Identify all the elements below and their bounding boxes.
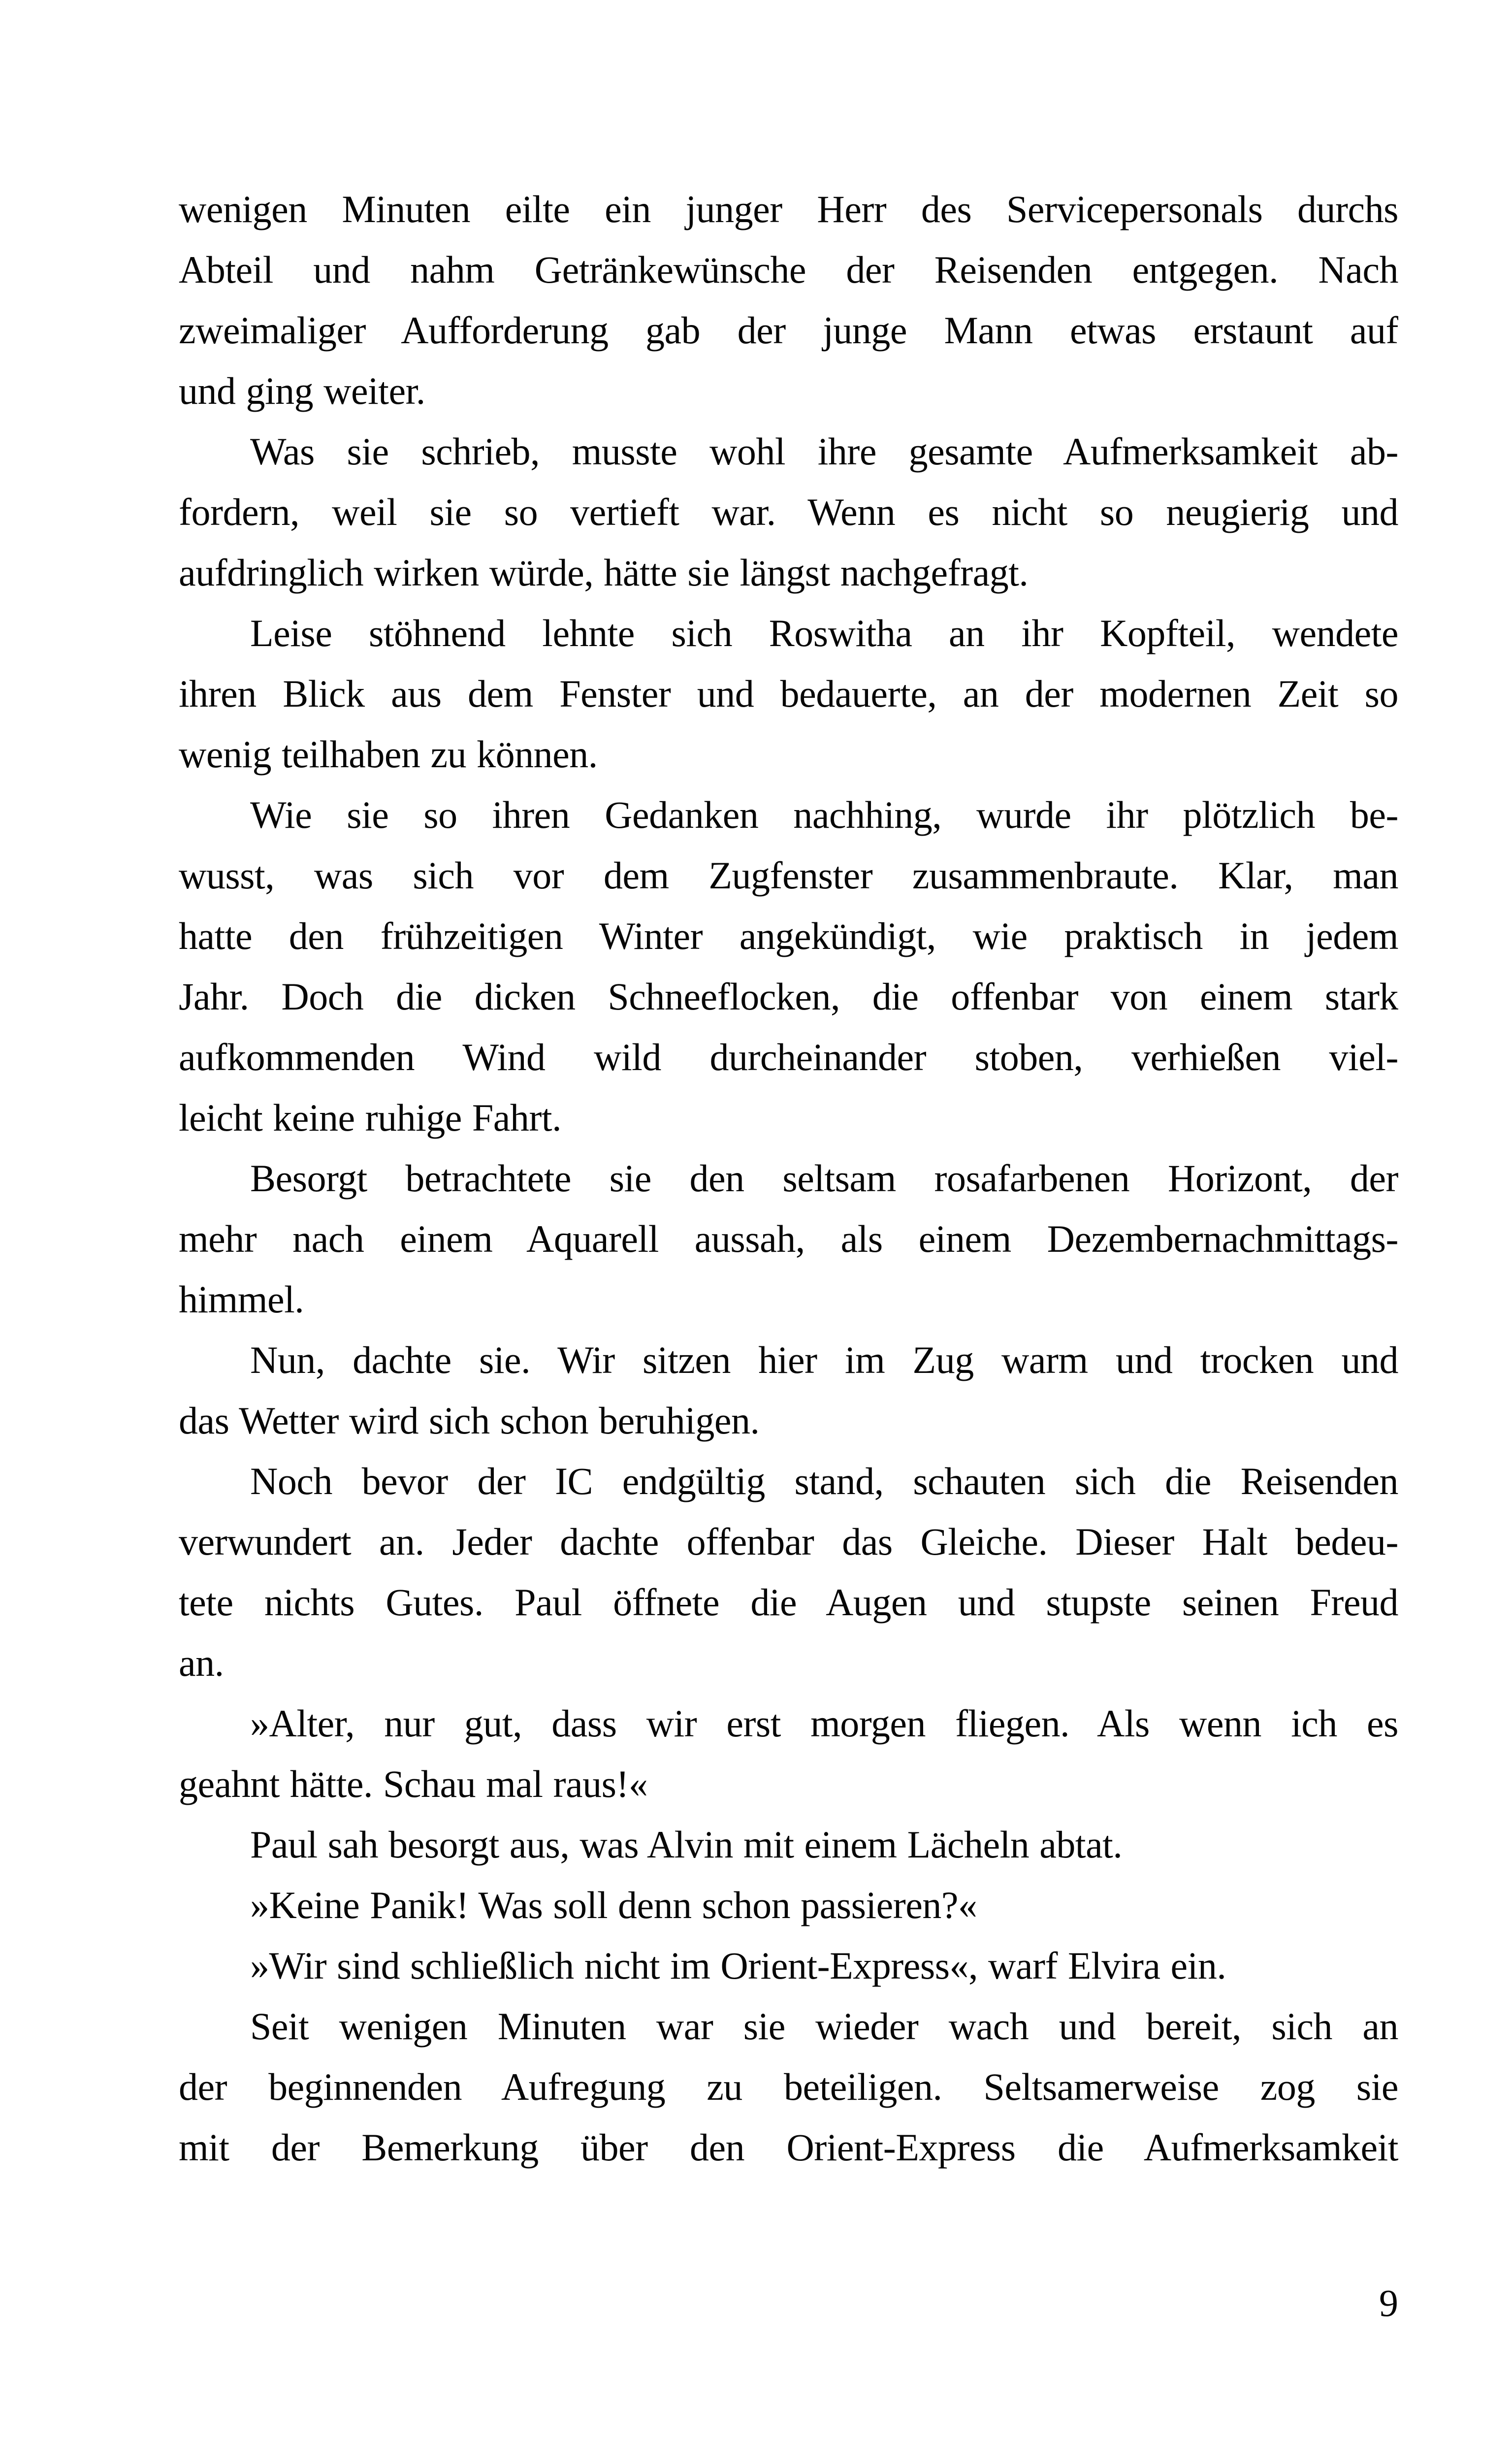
text-line: wusst, was sich vor dem Zugfenster zusammenbraute. Klar, man: [179, 854, 1398, 897]
text-line: tete nichts Gutes. Paul öffnete die Augen und stupste seinen Freud: [179, 1581, 1398, 1624]
text-line: Leise stöhnend lehnte sich Roswitha an ihr Kopfteil, wendete: [250, 612, 1398, 654]
text-line: mehr nach einem Aquarell aussah, als einem Dezembernachmittags-: [179, 1217, 1398, 1260]
text-line: fordern, weil sie so vertieft war. Wenn es nicht so neugierig und: [179, 490, 1398, 533]
text-line: zweimaliger Aufforderung gab der junge Mann etwas erstaunt auf: [179, 309, 1398, 352]
body-text-block: [179, 179, 1398, 2178]
text-line: Jahr. Doch die dicken Schneeflocken, die offenbar von einem stark: [179, 975, 1398, 1018]
text-line: wenigen Minuten eilte ein junger Herr des Servicepersonals durchs: [179, 188, 1398, 230]
text-line: himmel.: [179, 1278, 304, 1321]
text-line: Wie sie so ihren Gedanken nachhing, wurde ihr plötzlich be-: [250, 793, 1398, 836]
text-line: mit der Bemerkung über den Orient-Express die Aufmerksamkeit: [179, 2126, 1398, 2169]
text-line: ihren Blick aus dem Fenster und bedauerte, an der modernen Zeit so: [179, 672, 1398, 715]
text-line: Abteil und nahm Getränkewünsche der Reisenden entgegen. Nach: [179, 248, 1398, 291]
text-line: »Wir sind schließlich nicht im Orient-Express«, warf Elvira ein.: [250, 1944, 1226, 1987]
text-line: leicht keine ruhige Fahrt.: [179, 1096, 562, 1139]
text-line: und ging weiter.: [179, 369, 425, 412]
text-line: Besorgt betrachtete sie den seltsam rosafarbenen Horizont, der: [250, 1157, 1398, 1200]
text-line: aufdringlich wirken würde, hätte sie längst nachgefragt.: [179, 551, 1029, 594]
text-line: »Keine Panik! Was soll denn schon passieren?«: [250, 1884, 977, 1926]
text-line: Was sie schrieb, musste wohl ihre gesamte Aufmerksamkeit ab-: [250, 430, 1398, 473]
text-line: aufkommenden Wind wild durcheinander stoben, verhießen viel-: [179, 1036, 1398, 1078]
text-line: das Wetter wird sich schon beruhigen.: [179, 1399, 760, 1442]
text-line: »Alter, nur gut, dass wir erst morgen fliegen. Als wenn ich es: [250, 1702, 1398, 1745]
text-line: geahnt hätte. Schau mal raus!«: [179, 1762, 648, 1805]
text-line: verwundert an. Jeder dachte offenbar das Gleiche. Dieser Halt bedeu-: [179, 1520, 1398, 1563]
text-line: hatte den frühzeitigen Winter angekündigt, wie praktisch in jedem: [179, 914, 1398, 957]
text-line: an.: [179, 1641, 224, 1684]
text-line: Noch bevor der IC endgültig stand, schauten sich die Reisenden: [250, 1460, 1398, 1502]
text-line: Seit wenigen Minuten war sie wieder wach und bereit, sich an: [250, 2005, 1398, 2048]
text-line: Nun, dachte sie. Wir sitzen hier im Zug warm und trocken und: [250, 1338, 1398, 1381]
text-line: wenig teilhaben zu können.: [179, 733, 598, 776]
text-line: Paul sah besorgt aus, was Alvin mit einem Lächeln abtat.: [250, 1823, 1123, 1866]
page-number: 9: [1379, 2281, 1398, 2324]
text-line: der beginnenden Aufregung zu beteiligen. Seltsamerweise zog sie: [179, 2065, 1398, 2108]
